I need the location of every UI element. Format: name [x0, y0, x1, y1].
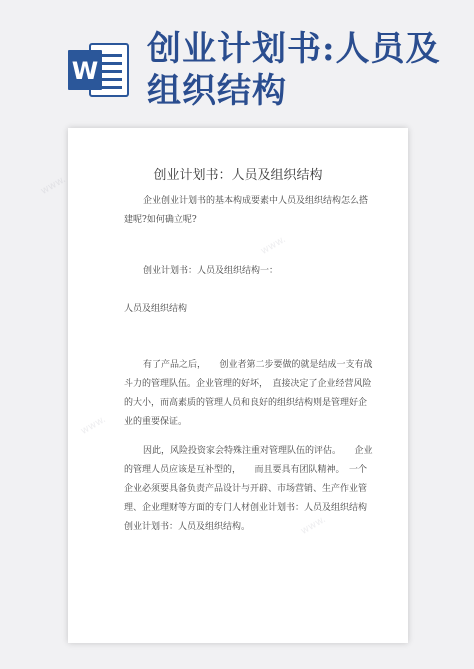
- banner: [0, 0, 474, 128]
- document-title: 创业计划书：人员及组织结构: [153, 168, 323, 183]
- word-icon: [68, 40, 130, 100]
- banner-title: 创业计划书:人员及组织结构: [147, 29, 441, 111]
- svg-text:W: W: [71, 57, 99, 85]
- paragraph-investor-evaluation: 因此，风险投资家会特殊注重对管理队伍的评估。 企业的管理人员应该是互补型的， 而且要具有团队精神。 一个企业必须要具备负责产品设计与开辟、市场营销、生产作业管理、企业理财等方面的专门人材创业计划书：人员及组织结构创业计划书：人员及组织结构。: [124, 446, 373, 532]
- paragraph-heading-one: 创业计划书：人员及组织结构一：: [143, 266, 279, 276]
- document-page: [68, 128, 408, 643]
- watermark: www.: [39, 174, 68, 197]
- paragraph-intro: 企业创业计划书的基本构成要素中人员及组织结构怎么搭建呢?如何确立呢?: [124, 196, 369, 225]
- paragraph-section-label: 人员及组织结构: [124, 304, 188, 314]
- paragraph-management-team: 有了产品之后， 创业者第二步要做的就是结成一支有战斗力的管理队伍。企业管理的好坏， 直接决定了企业经营风险的大小，而高素质的管理人员和良好的组织结构则是管理好企业的重要保证。: [124, 360, 373, 427]
